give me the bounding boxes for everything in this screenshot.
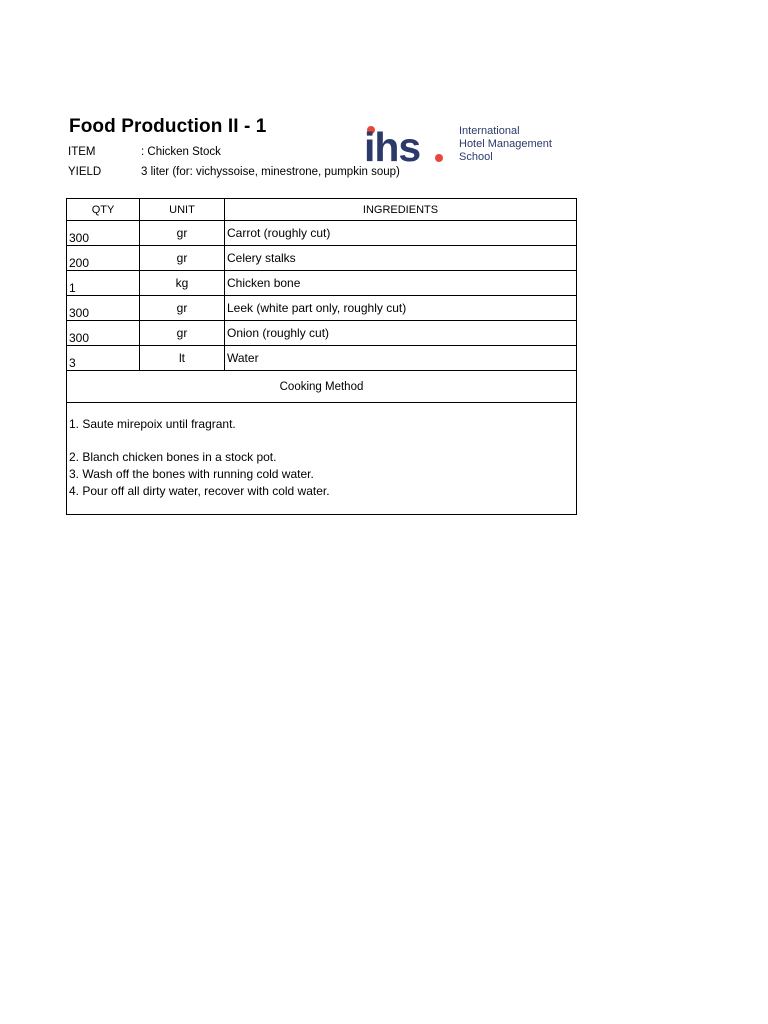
cooking-method-title: Cooking Method (67, 371, 577, 403)
method-step: 1. Saute mirepoix until fragrant. (69, 417, 236, 431)
yield-value: 3 liter (for: vichyssoise, minestrone, pumpkin soup) (141, 166, 400, 178)
cell-unit: lt (140, 346, 225, 371)
method-step: 4. Pour off all dirty water, recover with cold water. (69, 484, 330, 498)
cell-unit: gr (140, 221, 225, 246)
header-ingredients: INGREDIENTS (225, 199, 577, 221)
method-title-row (67, 371, 577, 403)
ihs-logo (364, 122, 584, 168)
header-qty: QTY (67, 199, 140, 221)
method-step: 2. Blanch chicken bones in a stock pot. (69, 450, 277, 464)
svg-text:ihs: ihs (364, 124, 421, 168)
header-unit: UNIT (140, 199, 225, 221)
method-step: 3. Wash off the bones with running cold water. (69, 467, 314, 481)
cell-unit: kg (140, 271, 225, 296)
table-header-row (67, 199, 577, 221)
cell-ingredient: Chicken bone (225, 271, 577, 296)
logo-line-2: Hotel Management (459, 138, 552, 150)
cell-qty: 3 (67, 346, 140, 371)
table-row (67, 271, 577, 296)
table-row (67, 346, 577, 371)
item-label: ITEM (68, 146, 96, 158)
cell-ingredient: Onion (roughly cut) (225, 321, 577, 346)
cell-ingredient: Celery stalks (225, 246, 577, 271)
item-value: : Chicken Stock (141, 146, 221, 158)
cell-ingredient: Carrot (roughly cut) (225, 221, 577, 246)
method-body-row (67, 403, 577, 515)
cell-qty: 1 (67, 271, 140, 296)
cell-qty: 200 (67, 246, 140, 271)
table-row (67, 321, 577, 346)
page-title: Food Production II - 1 (69, 116, 267, 137)
table-row (67, 221, 577, 246)
cell-unit: gr (140, 321, 225, 346)
yield-label: YIELD (68, 166, 102, 178)
cell-qty: 300 (67, 321, 140, 346)
table-row (67, 296, 577, 321)
cell-ingredient: Water (225, 346, 577, 371)
cell-ingredient: Leek (white part only, roughly cut) (225, 296, 577, 321)
logo-line-1: International (459, 125, 520, 137)
cooking-method-steps (67, 403, 577, 515)
logo-text (459, 125, 552, 164)
cell-qty: 300 (67, 296, 140, 321)
cell-unit: gr (140, 296, 225, 321)
ingredients-table (66, 198, 577, 515)
ihs-logo-mark-icon (364, 122, 454, 168)
table-row (67, 246, 577, 271)
cell-unit: gr (140, 246, 225, 271)
logo-line-3: School (459, 151, 493, 163)
cell-qty: 300 (67, 221, 140, 246)
